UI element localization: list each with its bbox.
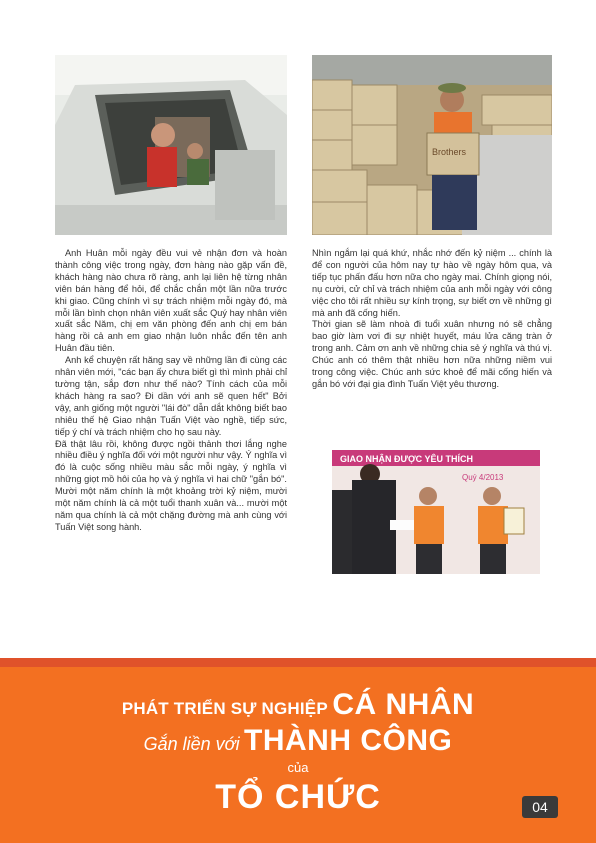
banner-line2-big: THÀNH CÔNG (244, 724, 453, 757)
banner-line-1 (0, 688, 596, 722)
banner-line1-big: CÁ NHÂN (332, 688, 475, 721)
right-paragraph-2: Thời gian sẽ làm nhoà đi tuổi xuân nhưng nó sẽ chẳng bao giờ làm vơi đi sự nhiệt huyết, máu lửa căng tràn ở trong anh. Cảm ơn anh về những chia sẻ ý nghĩa và thú vị. Chúc anh có thêm thật nhiều hơn nữa những niềm vui trong công việc. Chúc anh sức khoẻ để mãi cống hiến và gắn bó với đại gia đình Tuấn Việt yêu thương. (312, 319, 552, 389)
right-paragraph-1: Nhìn ngắm lại quá khứ, nhắc nhớ đến kỷ niệm ... chính là để con người của hôm nay tự hào về ngày hôm qua, và tiếp tục phấn đấu hơn nữa cho ngày mai. Chính giọng nói, nụ cười, cử chỉ và trách nhiệm của anh mỗi ngày với công việc cho tôi rất nhiều sự kính trọng, sự biết ơn về những gì mà anh đã cống hiến. (312, 248, 552, 318)
banner-line3: của (287, 760, 309, 775)
left-paragraph-1: Anh Huân mỗi ngày đều vui vẻ nhận đơn và hoàn thành công việc trong ngày, đơn hàng nào gặp vấn đề, khách hàng nào chưa rõ ràng, anh lại liên hệ từng nhân viên bán hàng để hỏi, để chắc chắn một lần nữa trước khi giao. Cũng chính vì sự trách nhiệm mỗi ngày đó, mà mỗi lần bình chọn nhân viên xuất sắc Quý hay nhân viên xuất sắc Năm, chị em văn phòng đến anh chị em bán hàng rồi cả anh em giao nhận luôn nhắc đến tên anh Huân đầu tiên. (55, 248, 287, 354)
banner-line2-small: Gắn liền với (143, 734, 240, 754)
award-banner-text: GIAO NHẬN ĐƯỢC YÊU THÍCH (340, 454, 473, 464)
warehouse-photo (312, 55, 552, 235)
left-article-column (55, 248, 287, 534)
banner-line4: TỔ CHỨC (215, 778, 381, 816)
banner-top-stripe (0, 658, 596, 667)
banner-line1-small: PHÁT TRIỂN SỰ NGHIỆP (121, 699, 328, 718)
banner-line-2 (0, 724, 596, 758)
award-ceremony-photo (332, 450, 540, 574)
page-number-badge: 04 (522, 796, 558, 818)
box-brand-label: Brothers (432, 147, 467, 157)
truck-driver-photo (55, 55, 287, 235)
award-quarter-text: Quý 4/2013 (462, 473, 504, 482)
left-paragraph-2: Anh kể chuyện rất hăng say về những lần đi cùng các nhân viên mới, "các bạn ấy chưa biết gì thì mình phải chỉ tường tận, sắp đơn như thế nào? Tính cách của mỗi khách hàng ra sao? Đi dần với anh sẽ quen hết" Bởi vậy, anh giống một người "lái đò" dẫn dắt không biết bao nhiêu thế hệ Giao nhận Tuấn Việt vào nghề, tiếp sức, tiếp ý chí và trách nhiệm cho họ sau này. (55, 355, 287, 437)
right-article-column (312, 248, 552, 391)
left-paragraph-3: Đã thật lâu rồi, không được ngồi thảnh thơi lắng nghe nhiều điều ý nghĩa đối với một người như vậy. Ý nghĩa vì đó là cuộc sống nhiều màu sắc mỗi ngày, ý nghĩa vì những giọt mồ hôi của họ và ý nghĩa vì hai chữ "gắn bó". Mười một năm chính là một khoảng trời kỷ niệm, mười một năm chính là cả một tuổi thanh xuân và... mười một năm qua chính là cả một chặng đường mà anh cùng với Tuấn Việt song hành. (55, 438, 287, 532)
